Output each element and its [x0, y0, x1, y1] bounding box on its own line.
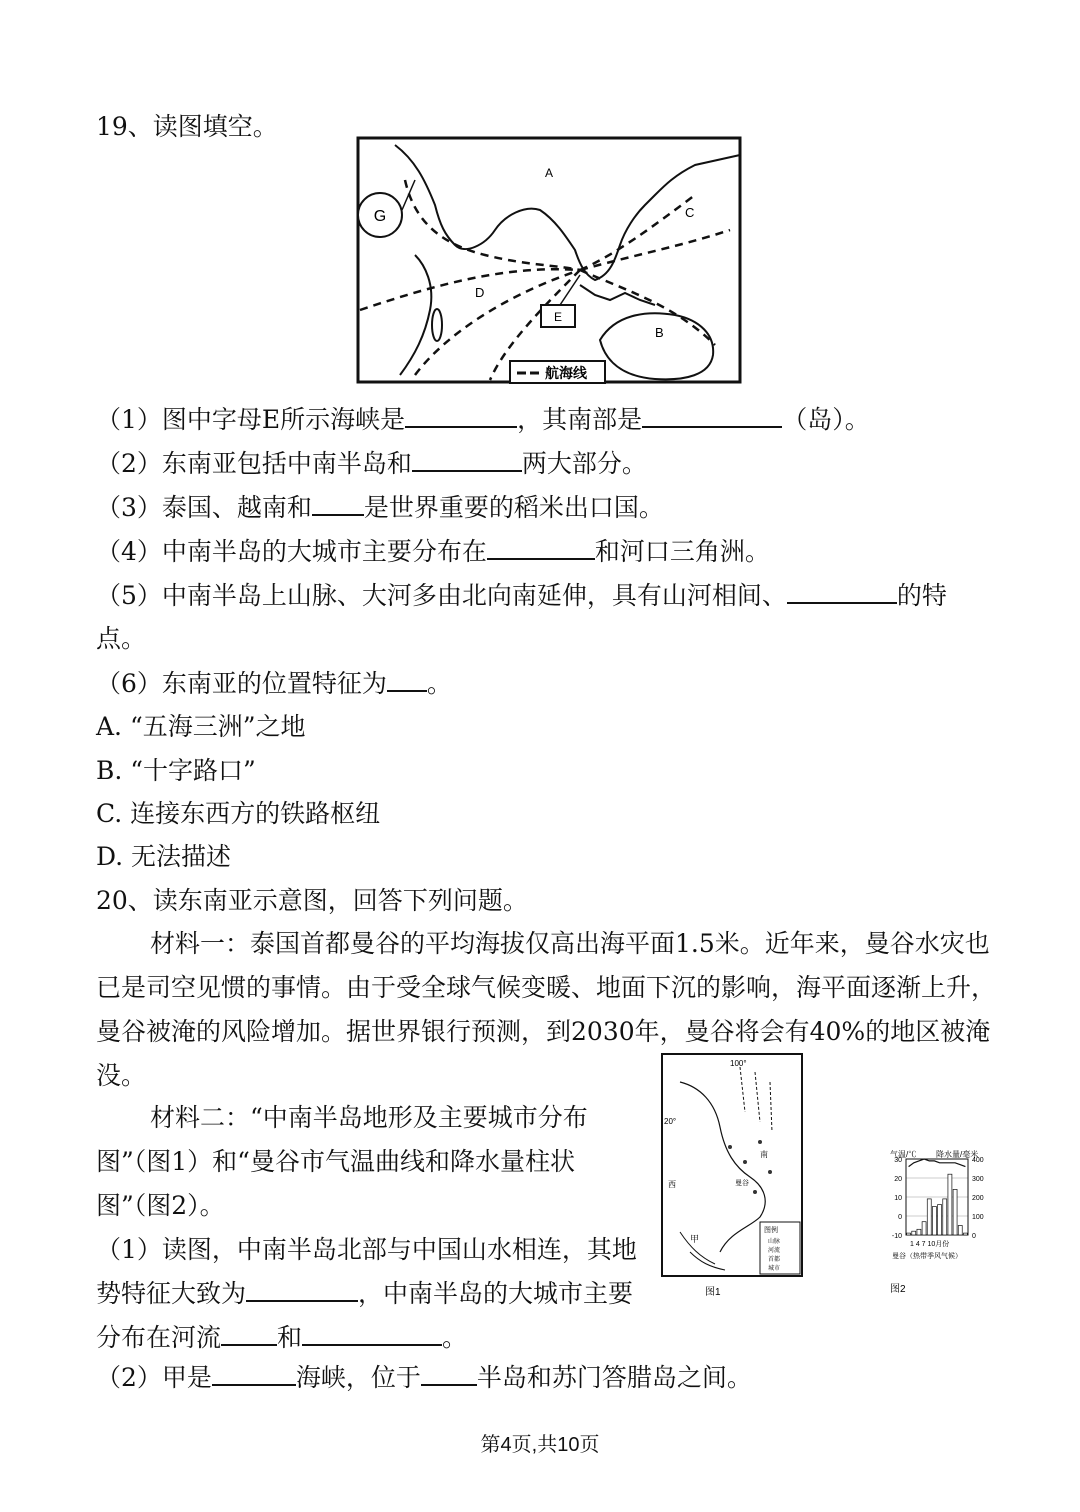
- precip-bar-3: [917, 1229, 921, 1235]
- svg-text:河流: 河流: [768, 1248, 781, 1254]
- option-a[interactable]: A. “五海三洲”之地: [96, 712, 306, 741]
- blank-peninsula[interactable]: [421, 1360, 477, 1386]
- precip-bar-10: [953, 1189, 957, 1235]
- q19-item-5-cont: 点。: [96, 624, 147, 653]
- blank-strait-jia[interactable]: [212, 1360, 296, 1386]
- blank-terrain[interactable]: [246, 1276, 358, 1302]
- svg-text:100: 100: [972, 1214, 984, 1221]
- label-g: G: [373, 208, 387, 225]
- q19-item-2: （2）东南亚包括中南半岛和 两大部分。: [96, 446, 647, 481]
- q20-title: 20、读东南亚示意图，回答下列问题。: [96, 886, 528, 915]
- label-c: C: [685, 205, 695, 220]
- fig1-caption: 图1: [705, 1287, 721, 1298]
- q19-title: 19、读图填空。: [96, 112, 278, 141]
- blank-city-area[interactable]: [487, 534, 595, 560]
- svg-text:400: 400: [972, 1157, 984, 1164]
- svg-text:10: 10: [894, 1195, 902, 1202]
- precip-bar-7: [938, 1205, 942, 1235]
- precip-bar-11: [958, 1226, 962, 1236]
- blank-strait[interactable]: [405, 402, 517, 428]
- fig1-legend-title: 图例: [764, 1227, 778, 1234]
- blank-country[interactable]: [312, 490, 364, 516]
- q20-material-1: 材料一：泰国首都曼谷的平均海拔仅高出海平面1.5米。近年来，曼谷水灾也已是司空见惯的事情。由于受全球气候变暖、地面下沉的影响，海平面逐渐上升，曼谷被淹的风险增加。据世界银行预测，到2030年，曼谷将会有40%的地区被淹没。: [96, 929, 997, 1090]
- figure-2-climate-chart: [888, 1148, 998, 1300]
- svg-text:200: 200: [972, 1195, 984, 1202]
- precip-bar-12: [963, 1233, 967, 1235]
- svg-text:首都: 首都: [768, 1257, 781, 1263]
- fig2-header-left: 气温/℃: [890, 1150, 917, 1159]
- blank-region[interactable]: [412, 446, 522, 472]
- option-d[interactable]: D. 无法描述: [96, 842, 232, 871]
- blank-position[interactable]: [387, 666, 427, 692]
- q19-item-3: （3）泰国、越南和 是世界重要的稻米出口国。: [96, 490, 664, 525]
- label-a: A: [545, 166, 554, 180]
- precip-bar-2: [912, 1231, 916, 1235]
- temperature-curve: [909, 1159, 966, 1167]
- option-b[interactable]: B. “十字路口”: [96, 756, 256, 785]
- q20-sub-2: （2）甲是 海峡，位于 半岛和苏门答腊岛之间。: [96, 1360, 752, 1395]
- fig2-caption: 图2: [890, 1284, 906, 1295]
- svg-text:20: 20: [894, 1176, 902, 1183]
- blank-island[interactable]: [642, 402, 782, 428]
- svg-text:曼谷: 曼谷: [735, 1180, 749, 1187]
- precip-bar-9: [948, 1174, 952, 1235]
- precip-bar-1: [907, 1233, 911, 1235]
- precip-bar-5: [927, 1199, 931, 1235]
- option-c[interactable]: C. 连接东西方的铁路枢纽: [96, 799, 381, 828]
- fig2-header-right: 降水量/毫米: [936, 1150, 979, 1159]
- blank-river-1[interactable]: [221, 1320, 277, 1346]
- q19-item-4: （4）中南半岛的大城市主要分布在 和河口三角洲。: [96, 534, 770, 569]
- svg-text:0: 0: [898, 1214, 902, 1221]
- label-b: B: [655, 325, 664, 340]
- svg-text:100°: 100°: [730, 1059, 747, 1068]
- svg-text:山脉: 山脉: [768, 1239, 781, 1245]
- precip-bar-8: [943, 1199, 947, 1235]
- svg-text:0: 0: [972, 1233, 976, 1240]
- svg-text:30: 30: [894, 1157, 902, 1164]
- precip-bar-4: [922, 1222, 926, 1235]
- map-legend: 航海线: [545, 365, 587, 381]
- q19-item-5: （5）中南半岛上山脉、大河多由北向南延伸，具有山河相间、 的特: [96, 578, 947, 613]
- blank-feature[interactable]: [787, 578, 897, 604]
- q20-sub-1: （1）读图，中南半岛北部与中国山水相连，其地势特征大致为 ，中南半岛的大城市主要分布在河流 和 。: [96, 1235, 637, 1352]
- fig2-subtitle: 曼谷（热带季风气候）: [892, 1253, 962, 1260]
- svg-text:西: 西: [668, 1180, 676, 1189]
- svg-text:南: 南: [760, 1150, 768, 1159]
- svg-text:300: 300: [972, 1176, 984, 1183]
- precip-bar-6: [932, 1207, 936, 1236]
- svg-text:20°: 20°: [664, 1117, 677, 1126]
- q19-item-6: （6）东南亚的位置特征为 。: [96, 666, 452, 701]
- label-e: E: [553, 310, 563, 324]
- svg-text:城市: 城市: [768, 1266, 781, 1272]
- blank-river-2[interactable]: [302, 1320, 442, 1346]
- page-footer: 第4页,共10页: [480, 1434, 600, 1456]
- label-d: D: [475, 285, 485, 300]
- fig2-x-ticks: 1 4 7 10月份: [910, 1241, 950, 1248]
- svg-text:甲: 甲: [690, 1234, 700, 1244]
- figure-1-map: [660, 1052, 805, 1300]
- route-map: [355, 135, 745, 387]
- svg-text:-10: -10: [891, 1233, 902, 1240]
- q20-material-2: 材料二：“中南半岛地形及主要城市分布图”（图1）和“曼谷市气温曲线和降水量柱状图”（图2）。: [96, 1103, 588, 1220]
- q19-item-1: （1）图中字母E所示海峡是 ，其南部是 （岛）。: [96, 402, 870, 437]
